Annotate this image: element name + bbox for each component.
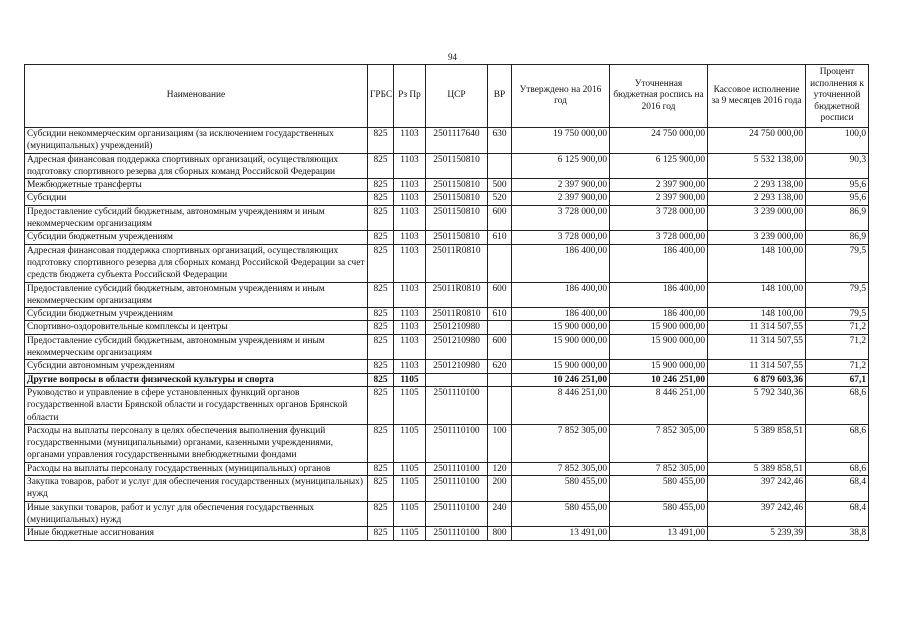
cell-rzpr: 1105 <box>394 373 426 386</box>
cell-cash: 11 314 507,55 <box>708 334 806 360</box>
cell-grbs: 825 <box>368 334 394 360</box>
cell-cash: 24 750 000,00 <box>708 128 806 154</box>
cell-vr: 630 <box>488 128 512 154</box>
cell-refined: 3 728 000,00 <box>610 205 708 231</box>
cell-rzpr: 1105 <box>394 527 426 540</box>
cell-percent: 67,1 <box>806 373 869 386</box>
cell-percent: 71,2 <box>806 334 869 360</box>
table-row <box>25 360 869 373</box>
cell-approved: 186 400,00 <box>512 308 610 321</box>
cell-refined: 3 728 000,00 <box>610 231 708 244</box>
cell-rzpr: 1103 <box>394 179 426 192</box>
header-cash: Кассовое исполнение за 9 месяцев 2016 года <box>708 65 806 128</box>
header-rzpr: Рз Пр <box>394 65 426 128</box>
cell-percent: 68,6 <box>806 386 869 424</box>
header-vr: ВР <box>488 65 512 128</box>
cell-refined: 7 852 305,00 <box>610 462 708 475</box>
cell-percent: 79,5 <box>806 244 869 282</box>
cell-rzpr: 1103 <box>394 153 426 179</box>
cell-csr: 2501110100 <box>426 386 488 424</box>
cell-approved: 3 728 000,00 <box>512 231 610 244</box>
cell-cash: 148 100,00 <box>708 282 806 308</box>
table-row <box>25 153 869 179</box>
cell-refined: 8 446 251,00 <box>610 386 708 424</box>
cell-grbs: 825 <box>368 321 394 334</box>
cell-percent: 68,6 <box>806 462 869 475</box>
cell-percent: 86,9 <box>806 205 869 231</box>
cell-rzpr: 1105 <box>394 476 426 502</box>
cell-refined: 186 400,00 <box>610 308 708 321</box>
cell-cash: 2 293 138,00 <box>708 179 806 192</box>
cell-csr: 2501150810 <box>426 205 488 231</box>
cell-cash: 148 100,00 <box>708 244 806 282</box>
cell-csr: 25011R0810 <box>426 244 488 282</box>
cell-name: Предоставление субсидий бюджетным, автономным учреждениям и иным некоммерческим организациям <box>25 282 368 308</box>
cell-percent: 79,5 <box>806 308 869 321</box>
table-row <box>25 179 869 192</box>
table-row <box>25 462 869 475</box>
cell-percent: 68,4 <box>806 476 869 502</box>
cell-csr: 2501110100 <box>426 424 488 462</box>
table-row <box>25 128 869 154</box>
cell-csr: 2501110100 <box>426 462 488 475</box>
cell-cash: 5 532 138,00 <box>708 153 806 179</box>
cell-csr: 2501110100 <box>426 501 488 527</box>
cell-vr <box>488 153 512 179</box>
cell-name: Предоставление субсидий бюджетным, автономным учреждениям и иным некоммерческим организациям <box>25 205 368 231</box>
cell-percent: 95,6 <box>806 192 869 205</box>
cell-cash: 148 100,00 <box>708 308 806 321</box>
cell-csr: 2501110100 <box>426 476 488 502</box>
cell-cash: 3 239 000,00 <box>708 205 806 231</box>
cell-grbs: 825 <box>368 192 394 205</box>
cell-vr: 600 <box>488 334 512 360</box>
cell-cash: 5 792 340,36 <box>708 386 806 424</box>
table-row <box>25 424 869 462</box>
cell-grbs: 825 <box>368 308 394 321</box>
cell-cash: 11 314 507,55 <box>708 360 806 373</box>
cell-rzpr: 1103 <box>394 192 426 205</box>
cell-grbs: 825 <box>368 373 394 386</box>
cell-vr: 120 <box>488 462 512 475</box>
cell-cash: 5 239,39 <box>708 527 806 540</box>
cell-percent: 71,2 <box>806 321 869 334</box>
cell-refined: 15 900 000,00 <box>610 360 708 373</box>
cell-grbs: 825 <box>368 231 394 244</box>
header-name: Наименование <box>25 65 368 128</box>
cell-refined: 2 397 900,00 <box>610 179 708 192</box>
cell-rzpr: 1105 <box>394 462 426 475</box>
cell-vr: 500 <box>488 179 512 192</box>
cell-name: Другие вопросы в области физической культуры и спорта <box>25 373 368 386</box>
cell-name: Субсидии автономным учреждениям <box>25 360 368 373</box>
cell-rzpr: 1105 <box>394 386 426 424</box>
cell-name: Расходы на выплаты персоналу государственных (муниципальных) органов <box>25 462 368 475</box>
cell-refined: 24 750 000,00 <box>610 128 708 154</box>
table-row <box>25 231 869 244</box>
cell-approved: 186 400,00 <box>512 282 610 308</box>
cell-refined: 2 397 900,00 <box>610 192 708 205</box>
budget-table <box>24 64 869 541</box>
cell-approved: 580 455,00 <box>512 476 610 502</box>
cell-approved: 10 246 251,00 <box>512 373 610 386</box>
cell-percent: 100,0 <box>806 128 869 154</box>
table-row <box>25 476 869 502</box>
cell-name: Субсидии <box>25 192 368 205</box>
cell-csr <box>426 373 488 386</box>
cell-refined: 580 455,00 <box>610 501 708 527</box>
table-row <box>25 334 869 360</box>
table-row <box>25 282 869 308</box>
cell-name: Иные закупки товаров, работ и услуг для обеспечения государственных (муниципальных) нужд <box>25 501 368 527</box>
cell-refined: 10 246 251,00 <box>610 373 708 386</box>
cell-vr: 600 <box>488 282 512 308</box>
cell-refined: 15 900 000,00 <box>610 334 708 360</box>
cell-grbs: 825 <box>368 527 394 540</box>
header-percent: Процент исполнения к уточненной бюджетной росписи <box>806 65 869 128</box>
cell-approved: 580 455,00 <box>512 501 610 527</box>
cell-csr: 2501210980 <box>426 334 488 360</box>
cell-rzpr: 1103 <box>394 231 426 244</box>
cell-vr: 200 <box>488 476 512 502</box>
cell-percent: 90,3 <box>806 153 869 179</box>
cell-approved: 8 446 251,00 <box>512 386 610 424</box>
cell-grbs: 825 <box>368 282 394 308</box>
table-row <box>25 308 869 321</box>
cell-csr: 2501150810 <box>426 153 488 179</box>
cell-rzpr: 1105 <box>394 501 426 527</box>
cell-refined: 7 852 305,00 <box>610 424 708 462</box>
cell-approved: 7 852 305,00 <box>512 462 610 475</box>
cell-rzpr: 1103 <box>394 205 426 231</box>
cell-vr: 240 <box>488 501 512 527</box>
table-row <box>25 244 869 282</box>
cell-name: Субсидии бюджетным учреждениям <box>25 308 368 321</box>
table-row <box>25 192 869 205</box>
header-refined: Уточненная бюджетная роспись на 2016 год <box>610 65 708 128</box>
cell-rzpr: 1103 <box>394 244 426 282</box>
table-row <box>25 501 869 527</box>
cell-approved: 186 400,00 <box>512 244 610 282</box>
cell-csr: 2501150810 <box>426 179 488 192</box>
cell-cash: 397 242,46 <box>708 501 806 527</box>
cell-rzpr: 1103 <box>394 360 426 373</box>
cell-cash: 5 389 858,51 <box>708 424 806 462</box>
cell-csr: 2501117640 <box>426 128 488 154</box>
cell-percent: 95,6 <box>806 179 869 192</box>
table-header-row <box>25 65 869 128</box>
cell-name: Адресная финансовая поддержка спортивных организаций, осуществляющих подготовку спортивного резерва для сборных команд Российской Федерации за счет средств бюджета субъекта Российской Федерации <box>25 244 368 282</box>
cell-csr: 2501210980 <box>426 321 488 334</box>
cell-csr: 2501110100 <box>426 527 488 540</box>
cell-name: Субсидии бюджетным учреждениям <box>25 231 368 244</box>
cell-grbs: 825 <box>368 360 394 373</box>
cell-rzpr: 1103 <box>394 308 426 321</box>
cell-name: Межбюджетные трансферты <box>25 179 368 192</box>
table-row <box>25 205 869 231</box>
cell-refined: 580 455,00 <box>610 476 708 502</box>
cell-rzpr: 1103 <box>394 334 426 360</box>
cell-vr: 610 <box>488 231 512 244</box>
cell-name: Адресная финансовая поддержка спортивных организаций, осуществляющих подготовку спортивного резерва для сборных команд Российской Федерации <box>25 153 368 179</box>
cell-approved: 13 491,00 <box>512 527 610 540</box>
cell-name: Предоставление субсидий бюджетным, автономным учреждениям и иным некоммерческим организациям <box>25 334 368 360</box>
cell-name: Иные бюджетные ассигнования <box>25 527 368 540</box>
cell-refined: 13 491,00 <box>610 527 708 540</box>
cell-percent: 79,5 <box>806 282 869 308</box>
cell-name: Закупка товаров, работ и услуг для обеспечения государственных (муниципальных) нужд <box>25 476 368 502</box>
table-body <box>25 128 869 541</box>
cell-csr: 25011R0810 <box>426 308 488 321</box>
cell-refined: 15 900 000,00 <box>610 321 708 334</box>
cell-approved: 15 900 000,00 <box>512 360 610 373</box>
cell-vr: 520 <box>488 192 512 205</box>
cell-percent: 38,8 <box>806 527 869 540</box>
cell-grbs: 825 <box>368 501 394 527</box>
cell-name: Расходы на выплаты персоналу в целях обеспечения выполнения функций государственными (муниципальными) органами, казенными учреждениями, органами управления государственными внебюджетными фондами <box>25 424 368 462</box>
cell-approved: 15 900 000,00 <box>512 334 610 360</box>
cell-vr: 800 <box>488 527 512 540</box>
cell-cash: 5 389 858,51 <box>708 462 806 475</box>
cell-approved: 15 900 000,00 <box>512 321 610 334</box>
cell-vr <box>488 386 512 424</box>
table-row <box>25 527 869 540</box>
cell-grbs: 825 <box>368 153 394 179</box>
cell-vr <box>488 244 512 282</box>
cell-cash: 2 293 138,00 <box>708 192 806 205</box>
page-number: 94 <box>448 52 457 62</box>
cell-approved: 2 397 900,00 <box>512 192 610 205</box>
cell-name: Спортивно-оздоровительные комплексы и центры <box>25 321 368 334</box>
cell-vr <box>488 321 512 334</box>
cell-refined: 6 125 900,00 <box>610 153 708 179</box>
cell-rzpr: 1103 <box>394 282 426 308</box>
header-grbs: ГРБС <box>368 65 394 128</box>
cell-name: Руководство и управление в сфере установленных функций органов государственной власти Брянской области и государственных органов Брянской области <box>25 386 368 424</box>
cell-approved: 3 728 000,00 <box>512 205 610 231</box>
cell-grbs: 825 <box>368 179 394 192</box>
cell-cash: 6 879 603,36 <box>708 373 806 386</box>
cell-grbs: 825 <box>368 476 394 502</box>
cell-grbs: 825 <box>368 462 394 475</box>
cell-csr: 25011R0810 <box>426 282 488 308</box>
cell-vr: 600 <box>488 205 512 231</box>
cell-refined: 186 400,00 <box>610 244 708 282</box>
header-csr: ЦСР <box>426 65 488 128</box>
cell-rzpr: 1103 <box>394 321 426 334</box>
cell-approved: 19 750 000,00 <box>512 128 610 154</box>
cell-refined: 186 400,00 <box>610 282 708 308</box>
cell-csr: 2501150810 <box>426 231 488 244</box>
cell-grbs: 825 <box>368 128 394 154</box>
cell-cash: 397 242,46 <box>708 476 806 502</box>
table-row <box>25 386 869 424</box>
cell-cash: 11 314 507,55 <box>708 321 806 334</box>
cell-percent: 68,6 <box>806 424 869 462</box>
cell-grbs: 825 <box>368 244 394 282</box>
cell-vr <box>488 373 512 386</box>
table-row <box>25 321 869 334</box>
cell-cash: 3 239 000,00 <box>708 231 806 244</box>
cell-vr: 100 <box>488 424 512 462</box>
cell-grbs: 825 <box>368 424 394 462</box>
cell-rzpr: 1105 <box>394 424 426 462</box>
cell-csr: 2501150810 <box>426 192 488 205</box>
cell-percent: 86,9 <box>806 231 869 244</box>
cell-vr: 610 <box>488 308 512 321</box>
cell-rzpr: 1103 <box>394 128 426 154</box>
cell-vr: 620 <box>488 360 512 373</box>
cell-percent: 71,2 <box>806 360 869 373</box>
cell-csr: 2501210980 <box>426 360 488 373</box>
cell-grbs: 825 <box>368 386 394 424</box>
table-row <box>25 373 869 386</box>
cell-percent: 68,4 <box>806 501 869 527</box>
cell-approved: 2 397 900,00 <box>512 179 610 192</box>
header-approved: Утверждено на 2016 год <box>512 65 610 128</box>
cell-grbs: 825 <box>368 205 394 231</box>
cell-name: Субсидии некоммерческим организациям (за исключением государственных (муниципальных) учреждений) <box>25 128 368 154</box>
cell-approved: 7 852 305,00 <box>512 424 610 462</box>
cell-approved: 6 125 900,00 <box>512 153 610 179</box>
